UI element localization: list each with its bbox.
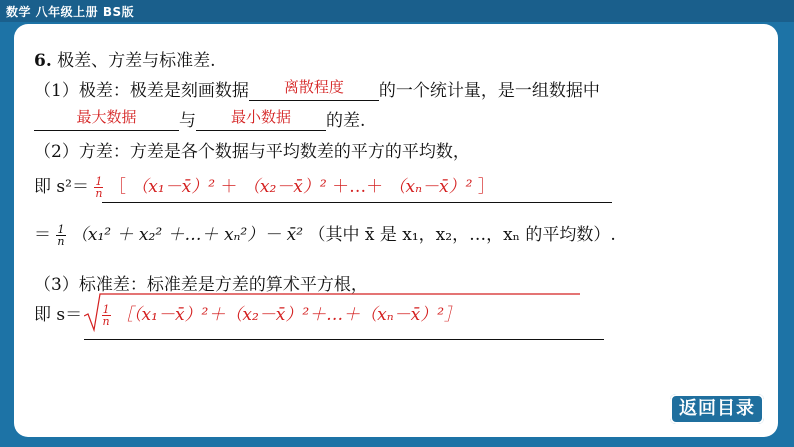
stddev-formula	[34, 300, 461, 327]
section-heading: 6. 极差、方差与标准差.	[34, 51, 216, 71]
range-line-2	[34, 106, 365, 131]
alt-body: （x₁² ＋ x₂² ＋…＋ xₙ²）－ x̄²	[70, 225, 304, 245]
range-suffix: 的差.	[326, 111, 366, 131]
stddev-answer-underline	[84, 339, 604, 340]
section-number: 6	[34, 51, 46, 71]
blank-min	[196, 110, 326, 131]
variance-fraction: $\frac{1}{n}$	[95, 175, 103, 200]
range-connector: 与	[179, 111, 196, 131]
blank-max	[34, 110, 179, 131]
stddev-formula-prefix: 即 s＝	[34, 305, 83, 325]
range-prefix: （1）极差：极差是刻画数据	[34, 81, 249, 101]
variance-formula	[34, 172, 495, 199]
range-middle: 的一个统计量，是一组数据中	[378, 81, 600, 101]
variance-answer-underline	[102, 202, 612, 203]
answer-min: 最小数据	[230, 108, 291, 126]
variance-formula-prefix: 即 s²＝	[34, 177, 89, 197]
back-to-contents-button[interactable]: 返回目录	[670, 394, 764, 424]
textbook-title: 数学 八年级上册 BS版	[6, 5, 135, 19]
content-card	[14, 24, 778, 437]
alt-prefix: ＝	[34, 225, 51, 245]
stddev-intro: （3）标准差：标准差是方差的算术平方根，	[34, 275, 368, 295]
variance-formula-answer: $\frac{1}{n}$ ［ （x₁－x̄）² ＋ （x₂－x̄）² ＋…＋ （xₙ－x̄）² ］	[95, 175, 495, 200]
alt-fraction: $\frac{1}{n}$	[57, 223, 65, 248]
blank-dispersion	[249, 80, 379, 101]
alt-note: （其中 x̄ 是 x₁，x₂，…，xₙ 的平均数）.	[308, 225, 616, 245]
answer-max: 最大数据	[76, 108, 137, 126]
variance-intro: （2）方差：方差是各个数据与平均数差的平方的平均数，	[34, 142, 470, 162]
radical-sign-icon	[84, 290, 584, 334]
range-line-1	[34, 76, 600, 101]
top-header-bar	[0, 0, 794, 22]
answer-dispersion: 离散程度	[283, 78, 344, 96]
stddev-formula-answer: $\frac{1}{n}$ ［（x₁－x̄）²＋（x₂－x̄）²＋…＋（xₙ－x̄）²］	[88, 300, 462, 327]
section-title: 极差、方差与标准差.	[57, 51, 216, 71]
variance-alt-formula	[34, 220, 616, 247]
